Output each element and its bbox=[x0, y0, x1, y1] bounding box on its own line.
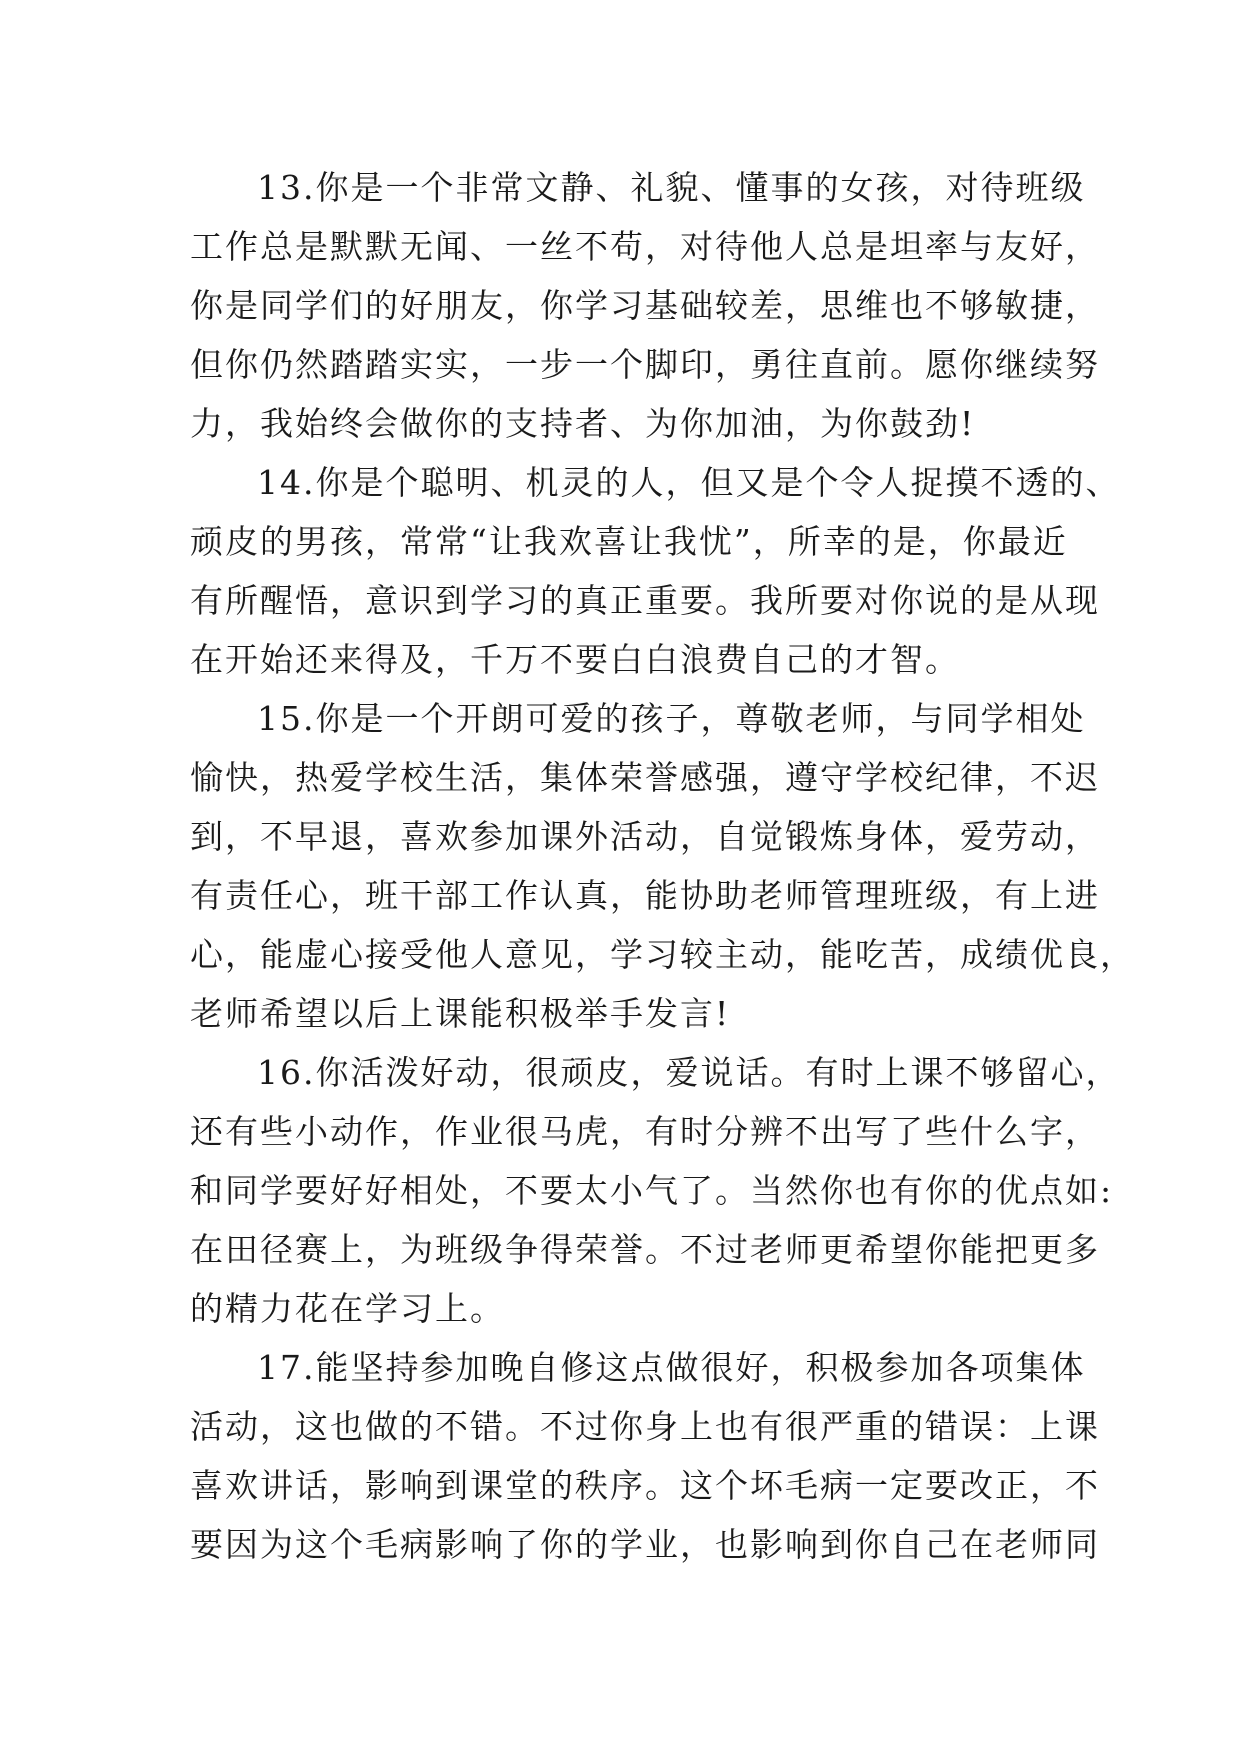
document-body bbox=[190, 158, 1135, 1574]
text-line: 15.你是一个开朗可爱的孩子，尊敬老师，与同学相处 bbox=[257, 699, 1086, 738]
text-line: 到，不早退，喜欢参加课外活动，自觉锻炼身体，爱劳动， bbox=[190, 817, 1100, 856]
text-line: 16.你活泼好动，很顽皮，爱说话。有时上课不够留心， bbox=[257, 1053, 1121, 1092]
text-line: 在开始还来得及，千万不要白白浪费自己的才智。 bbox=[190, 640, 960, 679]
text-line: 但你仍然踏踏实实，一步一个脚印，勇往直前。愿你继续努 bbox=[190, 345, 1100, 384]
text-line: 老师希望以后上课能积极举手发言! bbox=[190, 994, 731, 1033]
text-line: 喜欢讲话，影响到课堂的秩序。这个坏毛病一定要改正，不 bbox=[190, 1466, 1100, 1505]
paragraph-17 bbox=[190, 1338, 1100, 1574]
text-line: 要因为这个毛病影响了你的学业，也影响到你自己在老师同 bbox=[190, 1525, 1100, 1564]
paragraph-13 bbox=[190, 158, 1100, 453]
text-line: 你是同学们的好朋友，你学习基础较差，思维也不够敏捷， bbox=[190, 286, 1100, 325]
text-line: 活动，这也做的不错。不过你身上也有很严重的错误：上课 bbox=[190, 1407, 1100, 1446]
text-line: 的精力花在学习上。 bbox=[190, 1289, 505, 1328]
text-line: 心，能虚心接受他人意见，学习较主动，能吃苦，成绩优良， bbox=[190, 935, 1135, 974]
paragraph-14 bbox=[190, 453, 1121, 689]
text-line: 还有些小动作，作业很马虎，有时分辨不出写了些什么字， bbox=[190, 1112, 1100, 1151]
text-line: 有所醒悟，意识到学习的真正重要。我所要对你说的是从现 bbox=[190, 581, 1100, 620]
text-line: 愉快，热爱学校生活，集体荣誉感强，遵守学校纪律，不迟 bbox=[190, 758, 1100, 797]
text-line: 17.能坚持参加晚自修这点做很好，积极参加各项集体 bbox=[257, 1348, 1086, 1387]
text-line: 力，我始终会做你的支持者、为你加油，为你鼓劲! bbox=[190, 404, 976, 443]
text-line: 14.你是个聪明、机灵的人，但又是个令人捉摸不透的、 bbox=[257, 463, 1121, 502]
text-line: 和同学要好好相处，不要太小气了。当然你也有你的优点如: bbox=[190, 1171, 1114, 1210]
paragraph-16 bbox=[190, 1043, 1121, 1338]
paragraph-15 bbox=[190, 689, 1135, 1043]
text-line: 13.你是一个非常文静、礼貌、懂事的女孩，对待班级 bbox=[257, 168, 1086, 207]
text-line: 工作总是默默无闻、一丝不苟，对待他人总是坦率与友好， bbox=[190, 227, 1100, 266]
text-line: 顽皮的男孩，常常“让我欢喜让我忧”，所幸的是，你最近 bbox=[190, 522, 1068, 561]
text-line: 在田径赛上，为班级争得荣誉。不过老师更希望你能把更多 bbox=[190, 1230, 1100, 1269]
text-line: 有责任心，班干部工作认真，能协助老师管理班级，有上进 bbox=[190, 876, 1100, 915]
